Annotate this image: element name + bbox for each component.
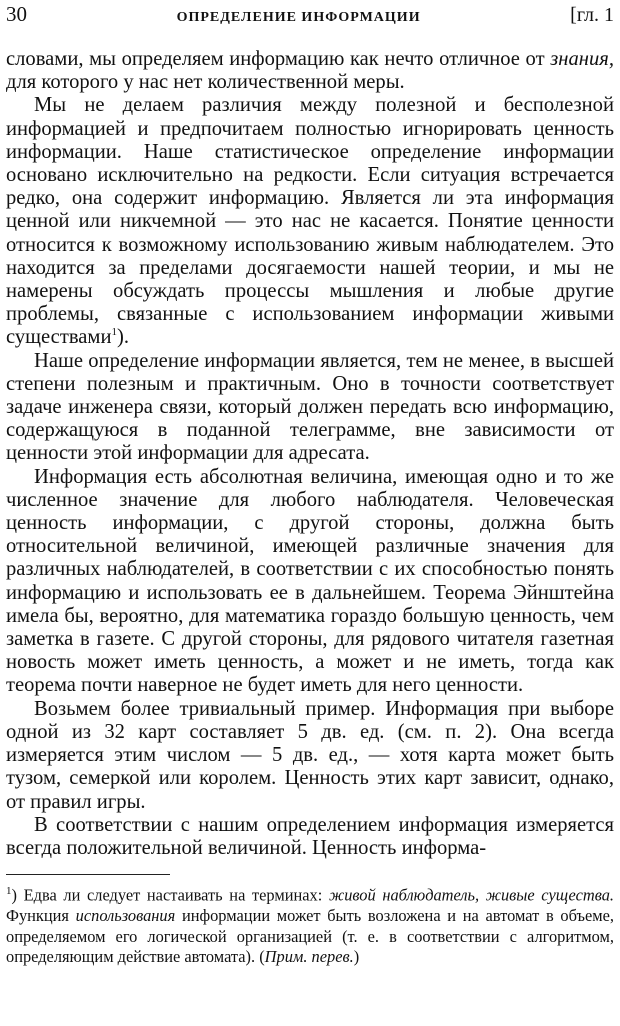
text-run: ). [116, 326, 129, 349]
text-run: Мы не делаем различия между полезной и бесполезной информацией и предпочитаем полностью игнорировать ценность информации. Наше статистическое определение информации основано исключительно на редкости. Если ситуация встречается редко, она содержит информацию. Является ли эта информация ценной или никчемной — это нас не касается. Понятие ценности относится к возможному использованию живым наблюдателем. Это находится за пределами досягаемости нашей теории, и мы не намерены обсуждать процессы мышления и любые другие проблемы, связанные с использованием информации живыми существами [6, 94, 614, 349]
running-head: ОПРЕДЕЛЕНИЕ ИНФОРМАЦИИ [176, 10, 421, 25]
paragraph-continuation [6, 48, 614, 94]
text-run: для которого у нас нет количественной меры. [6, 71, 405, 94]
paragraph-value-of-information [6, 94, 614, 349]
paragraph-practical-definition: Наше определение информации является, тем не менее, в высшей степени полезным и практичным. Оно в точности соответствует задаче инженера связи, который должен передать всю информацию, содержащуюся в поданной телеграмме, вне зависимости от ценности этой информации для адресата. [6, 349, 614, 465]
page-header [6, 2, 614, 36]
emphasis-text: использования [75, 906, 176, 926]
emphasis-text: знания, [550, 48, 614, 70]
text-run: ) Едва ли следует настаивать на терминах: [11, 885, 329, 905]
chapter-reference: [гл. 1 [570, 4, 614, 26]
footnote-mark: 1 [6, 885, 12, 898]
footnote [6, 881, 614, 968]
page-number: 30 [6, 2, 27, 26]
paragraph-card-example: Возьмем более тривиальный пример. Информация при выборе одной из 32 карт составляет 5 дв. ед. (см. п. 2). Она всегда измеряется этим числом — 5 дв. ед., — хотя карта может быть тузом, семеркой или королем. Ценность этих карт зависит, однако, от правил игры. [6, 697, 614, 813]
emphasis-text: живой наблюдатель, живые существа. [328, 885, 614, 905]
text-run: ) [353, 947, 360, 967]
text-run: информации может быть возложена и на автомат в объеме, определяемом его логической организацией (т. е. в соответствии с алгоритмом, определяющим действие автомата). ( [6, 906, 615, 967]
footnote-reference: 1 [111, 326, 117, 339]
body-text [6, 48, 614, 860]
footnote-divider [6, 874, 170, 875]
paragraph-positive-measure: В соответствии с нашим определением информация измеряется всегда положительной величиной. Ценность информа- [6, 813, 614, 859]
paragraph-absolute-quantity: Информация есть абсолютная величина, имеющая одно и то же численное значение для любого наблюдателя. Человеческая ценность информации, с другой стороны, должна быть относительной величиной, имеющей различные значения для различных наблюдателей, в соответствии с их способностью понять информацию и использовать ее в дальнейшем. Теорема Эйнштейна имела бы, вероятно, для математика гораздо большую ценность, чем заметка в газете. С другой стороны, для рядового читателя газетная новость может иметь ценность, а может и не иметь, тогда как теорема почти наверное не будет иметь для него ценности. [6, 465, 614, 697]
text-run: словами, мы определяем информацию как нечто отличное от [6, 48, 551, 70]
emphasis-text: Прим. перев. [264, 947, 354, 967]
text-run: Функция [6, 906, 76, 926]
